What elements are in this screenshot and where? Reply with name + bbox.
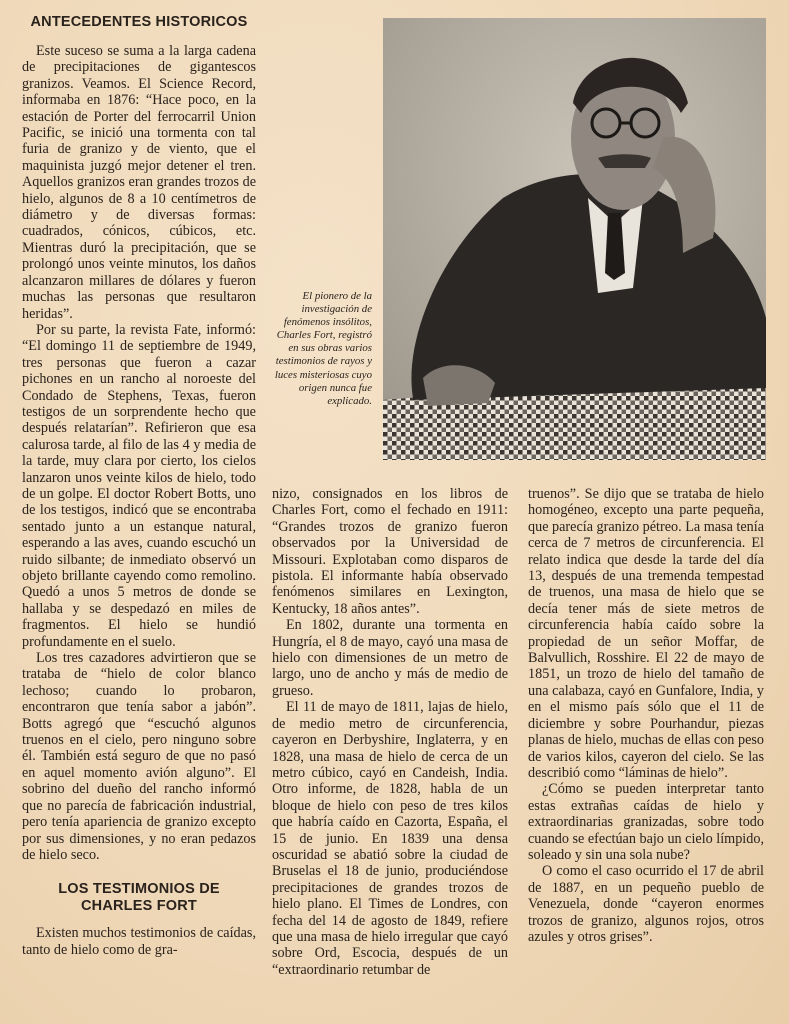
paragraph: Los tres cazadores advirtieron que se trataba de “hielo de color blanco lechoso; cuando lo probaron, encontraron que tenía sabor a jabón”. Botts agregó que “escuchó algunos truenos en el cielo, pero ninguno sobre él. También está seguro de que no pasó en aquel momento avión alguno”. El sobrino del dueño del rancho informó que no parecía de fabricación industrial, pero tenía apariencia de granizo excepto por sus dimensiones, y no eran pedazos de hielo seco.: [22, 650, 256, 863]
paragraph: En 1802, durante una tormenta en Hungría, el 8 de mayo, cayó una masa de hielo con dimensiones de un metro de largo, uno de ancho y más de medio de grueso.: [272, 617, 508, 699]
subheading-line: LOS TESTIMONIOS DE: [58, 881, 220, 898]
paragraph: O como el caso ocurrido el 17 de abril de 1887, en un pequeño pueblo de Venezuela, donde “cayeron enormes trozos de granizo, algunos rojos, otros azules y otros grises”.: [528, 863, 764, 945]
paragraph: El 11 de mayo de 1811, lajas de hielo, de medio metro de circunferencia, cayeron en Derbyshire, Inglaterra, y en 1828, una masa de hielo de cerca de un metro cúbico, cayó en Candeish, India. Otro informe, de 1828, habla de un bloque de hielo con peso de tres kilos que habría caído en Cazorta, España, el 15 de junio. En 1839 una densa oscuridad se abatió sobre la ciudad de Bruselas el 18 de junio, produciéndose precipitaciones de grandes trozos de hielo plano. El Times de Londres, con fecha del 14 de agosto de 1849, refiere que una masa de hielo irregular que cayó sobre Ord, Escocia, después de un “extraordinario retumbar de: [272, 699, 508, 978]
paragraph: Este suceso se suma a la larga cadena de precipitaciones de gigantescos granizos. Veamos. El Science Record, informaba en 1876: “Hace poco, en la estación de Porter del ferrocarril Union Pacific, se inició una tormenta con tal furia de granizo y de viento, que el maquinista juzgó mejor detener el tren. Aquellos granizos eran grandes trozos de hielo, algunos de 8 a 10 centímetros de diámetro y de diversas formas: cuadrados, cónicos, cúbicos, etc. Mientras duró la precipitación, que se prolongó unos veinte minutos, los daños alcanzaron millares de dólares y fueron muchas las personas que resultaron heridas”.: [22, 43, 256, 322]
paragraph: truenos”. Se dijo que se trataba de hielo homogéneo, excepto una parte pequeña, que parecía granizo pétreo. La masa tenía cerca de 7 metros de circunferencia. El relato indica que desde la tarde del día 13, después de una tremenda tempestad de truenos, una masa de hielo que se decía tener más de siete metros de circunferencia había caído sobre la propiedad de un señor Moffar, de Balvullich, Rosshire. El 22 de mayo de 1851, un trozo de hielo del tamaño de una calabaza, cayó en Gunfalore, India, y en el mismo país sólo que el 11 de diciembre y sobre Pourhandur, piezas planas de hielo, muchas de ellas con peso de varios kilos, cayeron del cielo. Se las describió como “láminas de hielo”.: [528, 486, 764, 781]
column-left: [22, 14, 256, 958]
column-middle: [272, 486, 508, 978]
charles-fort-photo: [383, 18, 766, 460]
paragraph: nizo, consignados en los libros de Charles Fort, como el fechado en 1911: “Grandes trozos de granizo fueron observados por la Universidad de Missouri. Explotaban como disparos de pistola. El informante había observado fenómenos similares en Lexington, Kentucky, 18 años antes”.: [272, 486, 508, 617]
paragraph: ¿Cómo se pueden interpretar tanto estas extrañas caídas de hielo y extraordinarias granizadas, sobre todo cuando se efectúan bajo un cielo límpido, soleado y sin una sola nube?: [528, 781, 764, 863]
column-right: [528, 486, 764, 945]
section-heading: ANTECEDENTES HISTORICOS: [30, 14, 248, 30]
paragraph: Por su parte, la revista Fate, informó: “El domingo 11 de septiembre de 1949, tres personas que fueron a cazar pichones en un rancho al noroeste del Condado de Stephens, Texas, fueron testigos de un sorprendente hecho que después relatarían”. Refirieron que esa calurosa tarde, al filo de las 4 y media de la tarde, muy clara por cierto, los cielos lanzaron unos veinte kilos de hielo, todo de un golpe. El doctor Robert Botts, uno de los testigos, indicó que se encontraba sentado junto a un estanque natural, esperando a las aves, cuando escuchó un ruido silbante; de inmediato observó un objeto brillante cayendo como remolino. Quedó a unos 5 metros de donde se hallaba y se despedazó en miles de fragmentos. El hielo se hundió profundamente en el suelo.: [22, 321, 256, 650]
subheading-line: CHARLES FORT: [81, 898, 197, 915]
paragraph: Existen muchos testimonios de caídas, tanto de hielo como de gra-: [22, 925, 256, 958]
subsection-heading: [22, 881, 256, 915]
photo-caption: El pionero de la investigación de fenómenos insólitos, Charles Fort, registró en sus obras varios testimonios de rayos y luces misteriosas cuyo origen nunca fue explicado.: [274, 290, 372, 407]
